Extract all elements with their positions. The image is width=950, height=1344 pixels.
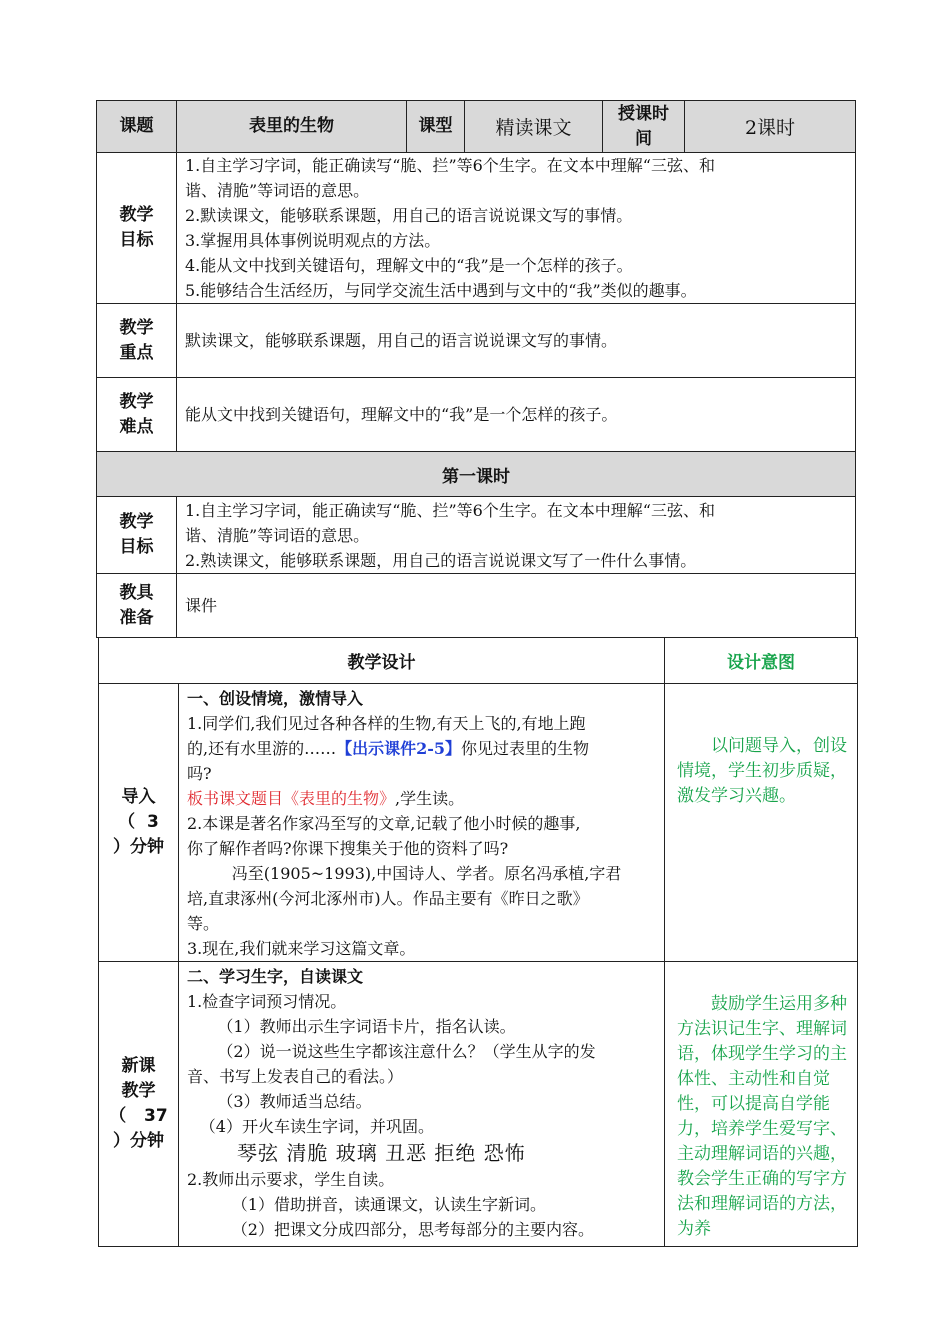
topic-label: 课题 (97, 101, 177, 153)
difficulty-label: 教学难点 (97, 378, 177, 452)
goals-label: 教学目标 (97, 153, 177, 304)
goal-line: 3.掌握用具体事例说明观点的方法。 (185, 231, 441, 250)
focus-content: 默读课文，能够联系课题，用自己的语言说说课文写的事情。 (177, 304, 856, 378)
difficulty-content: 能从文中找到关键语句，理解文中的“我”是一个怎样的孩子。 (177, 378, 856, 452)
courseware-link: 【出示课件2-5】 (336, 739, 462, 758)
text-span: 的,还有水里游的…… (187, 739, 337, 758)
goal-line: 谐、清脆”等词语的意思。 (185, 525, 370, 545)
newlesson-intent-cell (665, 962, 858, 1247)
text-line (187, 786, 658, 811)
goal-line: 5.能够结合生活经历，与同学交流生活中遇到与文中的“我”类似的趣事。 (185, 281, 697, 300)
text-line: 等。 (187, 914, 220, 933)
goal-line: 2.默读课文，能够联系课题，用自己的语言说说课文写的事情。 (185, 206, 633, 225)
newlesson-label-b: 教学 (121, 1081, 156, 1101)
topic-value: 表里的生物 (177, 101, 407, 153)
type-value: 精读课文 (465, 101, 603, 153)
lesson1-goals-row (97, 497, 856, 574)
intro-label-c: ）分钟 (113, 837, 164, 857)
newlesson-intent: 鼓励学生运用多种方法识记生字、理解词语，体现学生学习的主体性、主动性和自觉性，可以提高自学能力，培养学生爱写字、主动理解词语的兴趣，教会学生正确的写字方法和理解词语的方法，为养 (677, 994, 847, 1239)
text-line: （1）教师出示生字词语卡片，指名认读。 (217, 1017, 516, 1036)
text-line: 音、书写上发表自己的看法。） (187, 1067, 404, 1086)
text-line: 冯至(1905~1993),中国诗人、学者。原名冯承植,字君 (231, 864, 622, 883)
intro-heading: 一、创设情境，激情导入 (187, 689, 364, 708)
text-line: 吗? (187, 764, 212, 783)
newlesson-row (99, 962, 858, 1247)
goal-line: 1.自主学习字词，能正确读写“脆、拦”等6个生字。在文本中理解“三弦、和 (185, 156, 715, 175)
text-span: ,学生读。 (395, 789, 465, 808)
newlesson-content (179, 962, 665, 1247)
text-span: 你见过表里的生物 (461, 739, 590, 758)
text-line (187, 736, 658, 761)
text-line: （1）借助拼音，读通课文，认读生字新词。 (231, 1195, 546, 1214)
lesson1-title-row (97, 452, 856, 497)
text-line: （4）开火车读生字词，并巩固。 (199, 1117, 434, 1136)
focus-label: 教学重点 (97, 304, 177, 378)
goals-content (177, 153, 856, 304)
newlesson-label-a: 新课 (121, 1056, 156, 1076)
newlesson-label (99, 962, 179, 1247)
hours-label: 授课时间 (603, 101, 685, 153)
text-line: （2）说一说这些生字都该注意什么？（学生从字的发 (217, 1042, 596, 1061)
text-line: （3）教师适当总结。 (217, 1092, 372, 1111)
text-line: 2.本课是著名作家冯至写的文章,记载了他小时候的趣事, (187, 814, 581, 833)
newlesson-heading: 二、学习生字，自读课文 (187, 967, 364, 986)
teaching-design-table (98, 637, 858, 1247)
intro-intent-cell (665, 684, 858, 962)
vocabulary-words: 琴弦 清脆 玻璃 丑恶 拒绝 恐怖 (237, 1141, 526, 1165)
lesson1-title: 第一课时 (97, 452, 856, 497)
text-line: 培,直隶涿州(今河北涿州市)人。作品主要有《昨日之歌》 (187, 889, 589, 908)
newlesson-label-d: ）分钟 (113, 1131, 164, 1151)
newlesson-label-c: （ 37 (109, 1106, 168, 1126)
type-label: 课型 (407, 101, 465, 153)
difficulty-row (97, 378, 856, 452)
lesson-plan-table (96, 100, 856, 638)
design-header-row (99, 638, 858, 684)
blackboard-note: 板书课文题目《表里的生物》 (187, 789, 396, 808)
intro-content (179, 684, 665, 962)
intro-label-a: 导入 (121, 787, 156, 807)
goal-line: 2.熟读课文，能够联系课题，用自己的语言说说课文写了一件什么事情。 (185, 550, 697, 570)
focus-row (97, 304, 856, 378)
text-line: 你了解作者吗?你课下搜集关于他的资料了吗? (187, 839, 509, 858)
goal-line: 4.能从文中找到关键语句，理解文中的“我”是一个怎样的孩子。 (185, 256, 633, 275)
goal-line: 1.自主学习字词，能正确读写“脆、拦”等6个生字。在文本中理解“三弦、和 (185, 500, 715, 520)
text-line: 2.教师出示要求，学生自读。 (187, 1170, 395, 1189)
lesson1-goals-label: 教学目标 (97, 497, 177, 574)
header-row (97, 101, 856, 153)
text-line: （2）把课文分成四部分，思考每部分的主要内容。 (231, 1220, 594, 1239)
intro-label (99, 684, 179, 962)
intro-label-b: （ 3 (118, 812, 159, 832)
tools-label: 教具准备 (97, 574, 177, 638)
goal-line: 谐、清脆”等词语的意思。 (185, 181, 370, 200)
intent-column-header: 设计意图 (665, 638, 858, 684)
lesson1-goals-content (177, 497, 856, 574)
intro-row (99, 684, 858, 962)
tools-content: 课件 (177, 574, 856, 638)
text-line: 1.检查字词预习情况。 (187, 992, 347, 1011)
design-column-header: 教学设计 (99, 638, 665, 684)
text-line: 1.同学们,我们见过各种各样的生物,有天上飞的,有地上跑 (187, 714, 586, 733)
goals-row (97, 153, 856, 304)
tools-row (97, 574, 856, 638)
hours-value: 2课时 (685, 101, 856, 153)
intro-intent: 以问题导入，创设情境，学生初步质疑，激发学习兴趣。 (677, 736, 847, 806)
text-line: 3.现在,我们就来学习这篇文章。 (187, 939, 416, 958)
